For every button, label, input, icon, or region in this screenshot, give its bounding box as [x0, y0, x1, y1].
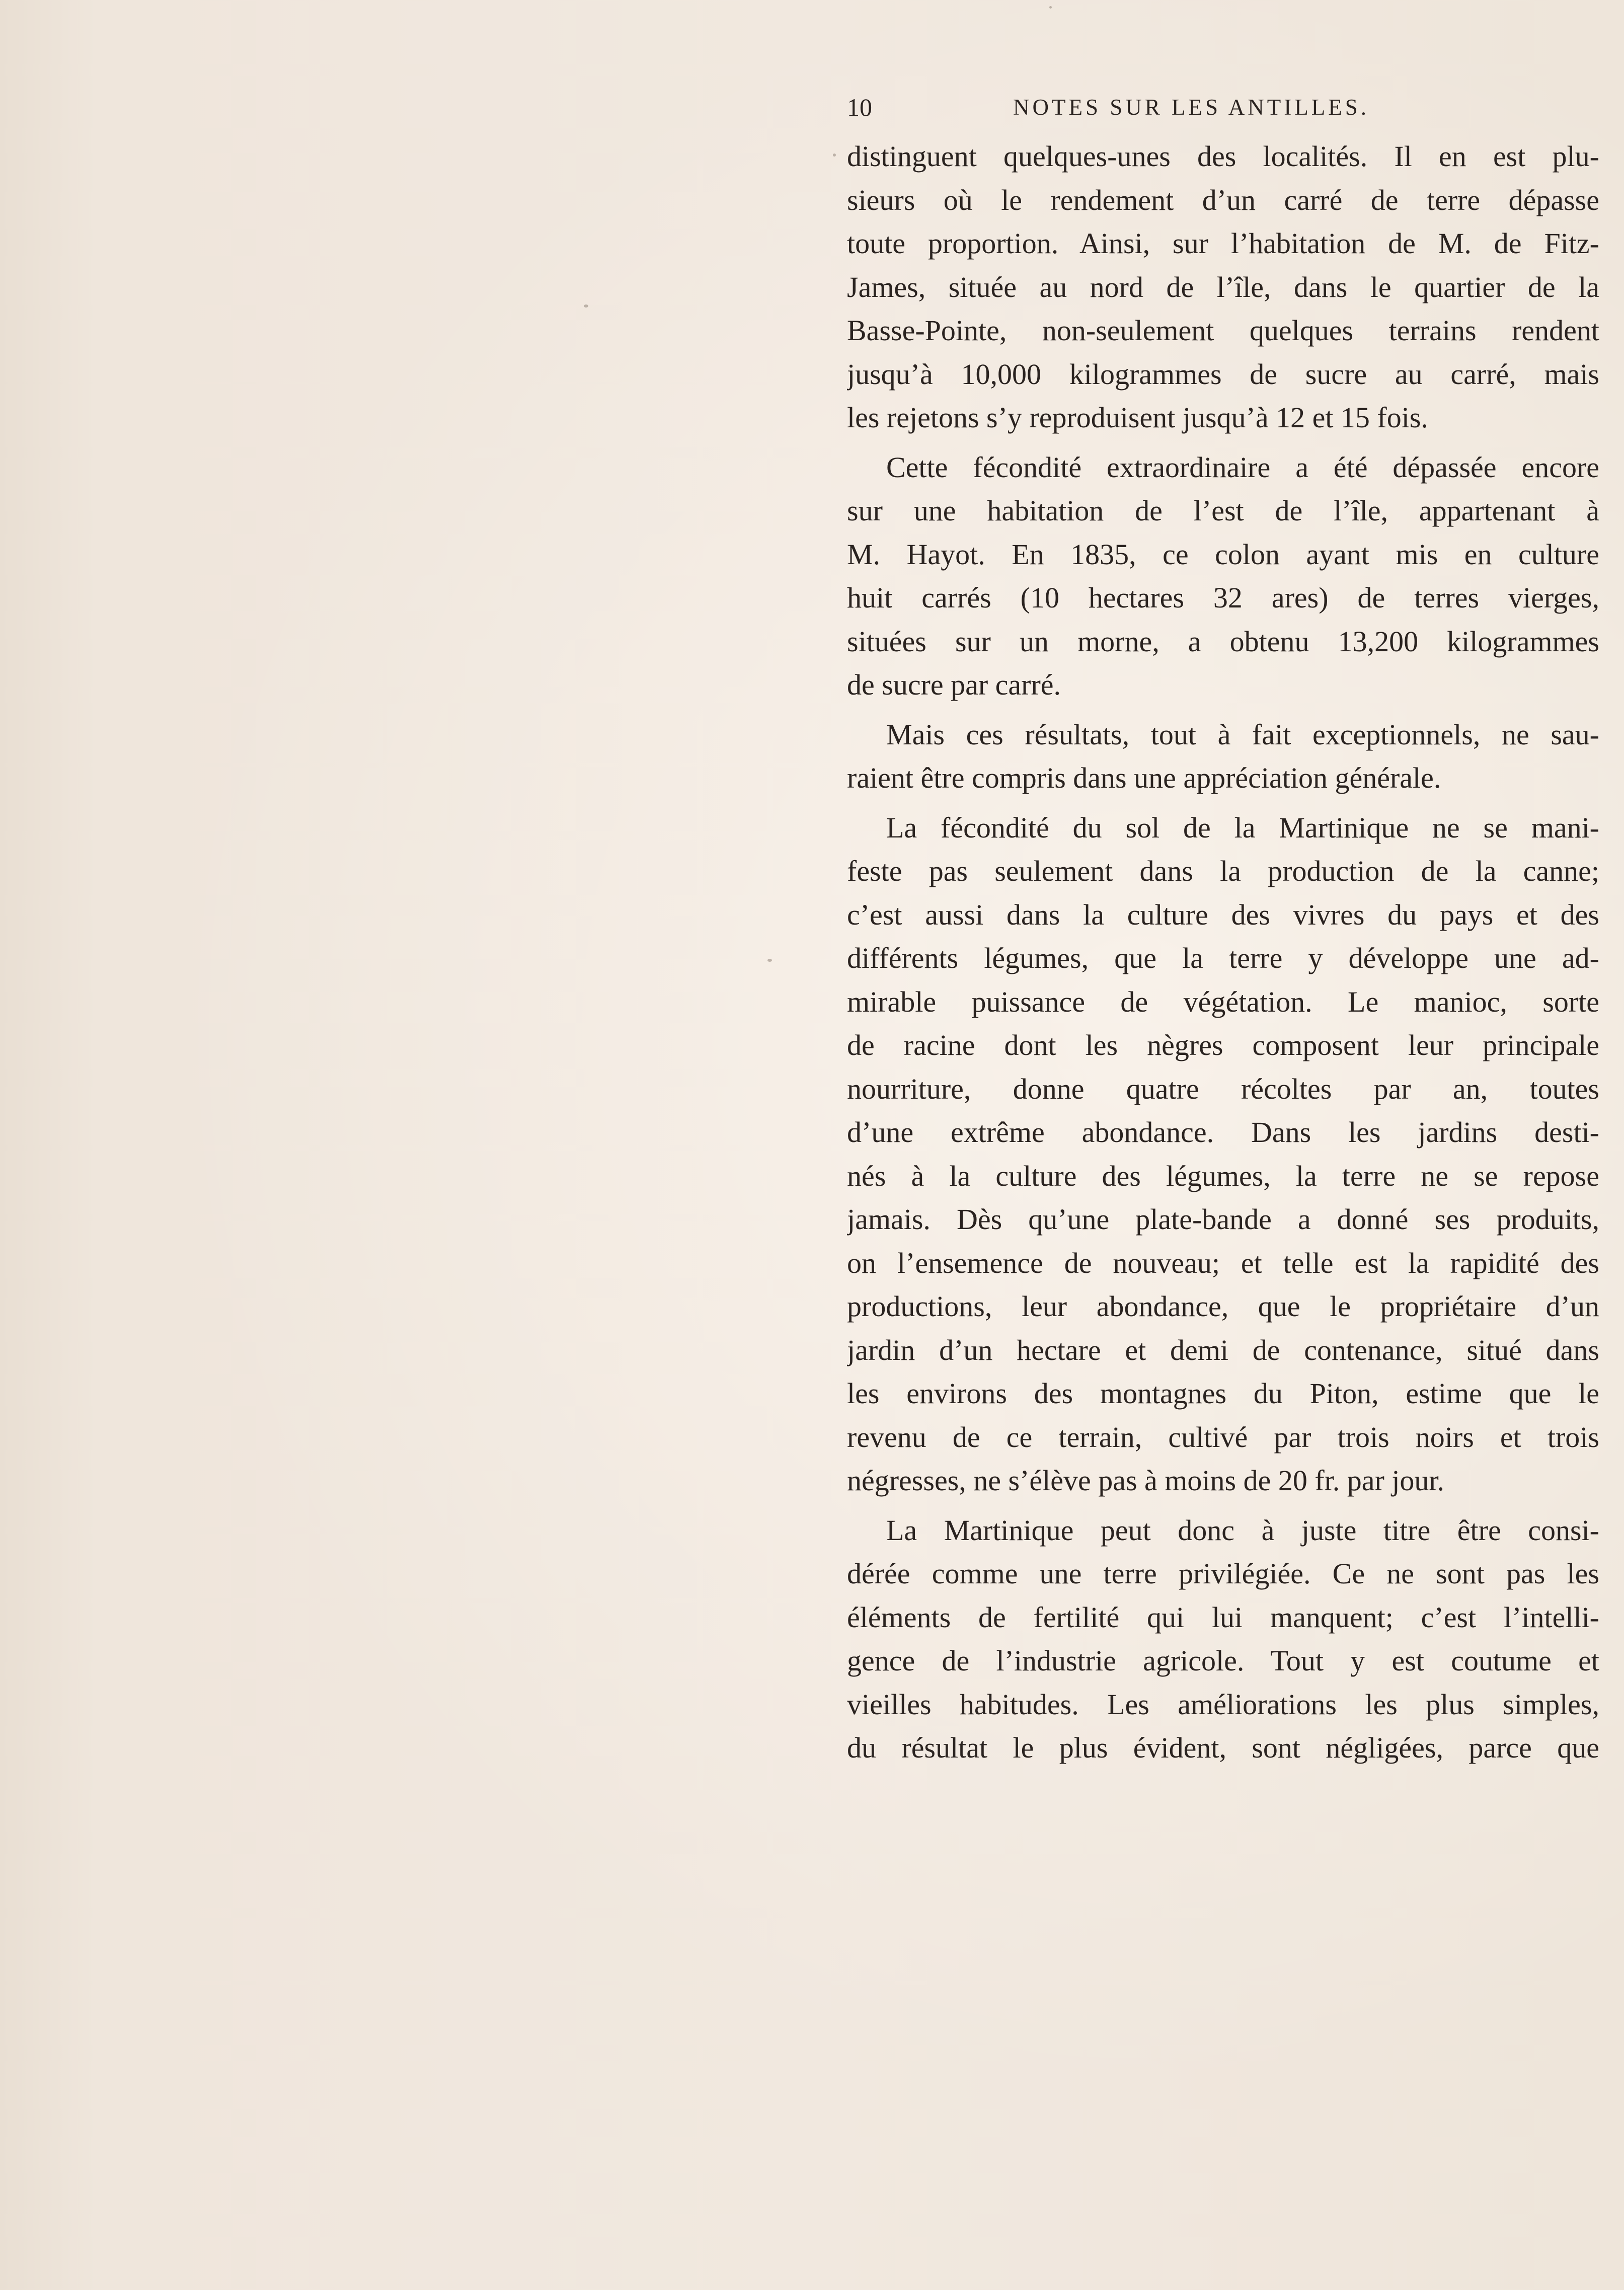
- paper-speck: [584, 304, 588, 308]
- text-line: La Martinique peut donc à juste titre être consi-: [886, 1513, 1599, 1547]
- page-number: 10: [847, 93, 872, 121]
- text-line: différents légumes, que la terre y développe une ad-: [847, 942, 1599, 974]
- paragraph: [847, 806, 1599, 1503]
- paragraph: [847, 713, 1599, 800]
- text-line: raient être compris dans une appréciation générale.: [847, 761, 1441, 794]
- text-line: négresses, ne s’élève pas à moins de 20 fr. par jour.: [847, 1464, 1445, 1497]
- text-line: vieilles habitudes. Les améliorations les plus simples,: [847, 1688, 1599, 1721]
- paper-speck: [1049, 6, 1052, 9]
- page-header: [847, 90, 1599, 125]
- text-line: éléments de fertilité qui lui manquent; c’est l’intelli-: [847, 1600, 1599, 1634]
- text-line: sieurs où le rendement d’un carré de terre dépasse: [847, 183, 1599, 216]
- paper-speck: [767, 959, 772, 962]
- text-line: James, située au nord de l’île, dans le quartier de la: [847, 270, 1599, 303]
- text-line: distinguent quelques-unes des localités. Il en est plu-: [847, 140, 1599, 173]
- text-line: revenu de ce terrain, cultivé par trois noirs et trois: [847, 1420, 1599, 1454]
- text-line: d’une extrême abondance. Dans les jardins desti-: [847, 1116, 1599, 1149]
- text-line: jamais. Dès qu’une plate-bande a donné ses produits,: [847, 1203, 1599, 1236]
- text-line: feste pas seulement dans la production de la canne;: [847, 855, 1599, 887]
- text-line: du résultat le plus évident, sont négligées, parce que: [847, 1731, 1599, 1764]
- text-line: les rejetons s’y reproduisent jusqu’à 12 et 15 fois.: [847, 401, 1428, 434]
- text-line: jardin d’un hectare et demi de contenance, situé dans: [847, 1333, 1599, 1366]
- text-line: sur une habitation de l’est de l’île, appartenant à: [847, 494, 1599, 527]
- paragraph: [847, 446, 1599, 707]
- text-line: nés à la culture des légumes, la terre ne se repose: [847, 1159, 1599, 1192]
- text-line: Cette fécondité extraordinaire a été dépassée encore: [886, 450, 1599, 484]
- text-line: situées sur un morne, a obtenu 13,200 kilogrammes: [847, 625, 1599, 658]
- paragraph: [847, 1509, 1599, 1770]
- text-line: La fécondité du sol de la Martinique ne se mani-: [886, 811, 1599, 844]
- body-text: [847, 135, 1599, 1770]
- text-line: Basse-Pointe, non-seulement quelques terrains rendent: [847, 314, 1599, 347]
- text-line: gence de l’industrie agricole. Tout y est coutume et: [847, 1644, 1599, 1677]
- text-line: nourriture, donne quatre récoltes par an, toutes: [847, 1072, 1599, 1105]
- text-line: de sucre par carré.: [847, 668, 1061, 701]
- text-line: les environs des montagnes du Piton, estime que le: [847, 1377, 1599, 1410]
- text-line: c’est aussi dans la culture des vivres du pays et des: [847, 898, 1599, 931]
- text-line: de racine dont les nègres composent leur principale: [847, 1029, 1599, 1061]
- paper-speck: [833, 154, 836, 157]
- text-line: dérée comme une terre privilégiée. Ce ne sont pas les: [847, 1557, 1599, 1590]
- text-line: mirable puissance de végétation. Le manioc, sorte: [847, 985, 1599, 1018]
- text-line: productions, leur abondance, que le propriétaire d’un: [847, 1290, 1599, 1323]
- paragraph: [847, 135, 1599, 440]
- text-line: toute proportion. Ainsi, sur l’habitation de M. de Fitz-: [847, 227, 1599, 260]
- text-line: jusqu’à 10,000 kilogrammes de sucre au carré, mais: [847, 357, 1599, 391]
- text-line: on l’ensemence de nouveau; et telle est la rapidité des: [847, 1246, 1599, 1279]
- running-title: NOTES SUR LES ANTILLES.: [1013, 95, 1370, 120]
- text-line: Mais ces résultats, tout à fait exceptionnels, ne sau-: [886, 718, 1599, 751]
- text-line: huit carrés (10 hectares 32 ares) de terres vierges,: [847, 581, 1599, 614]
- text-line: M. Hayot. En 1835, ce colon ayant mis en culture: [847, 538, 1599, 571]
